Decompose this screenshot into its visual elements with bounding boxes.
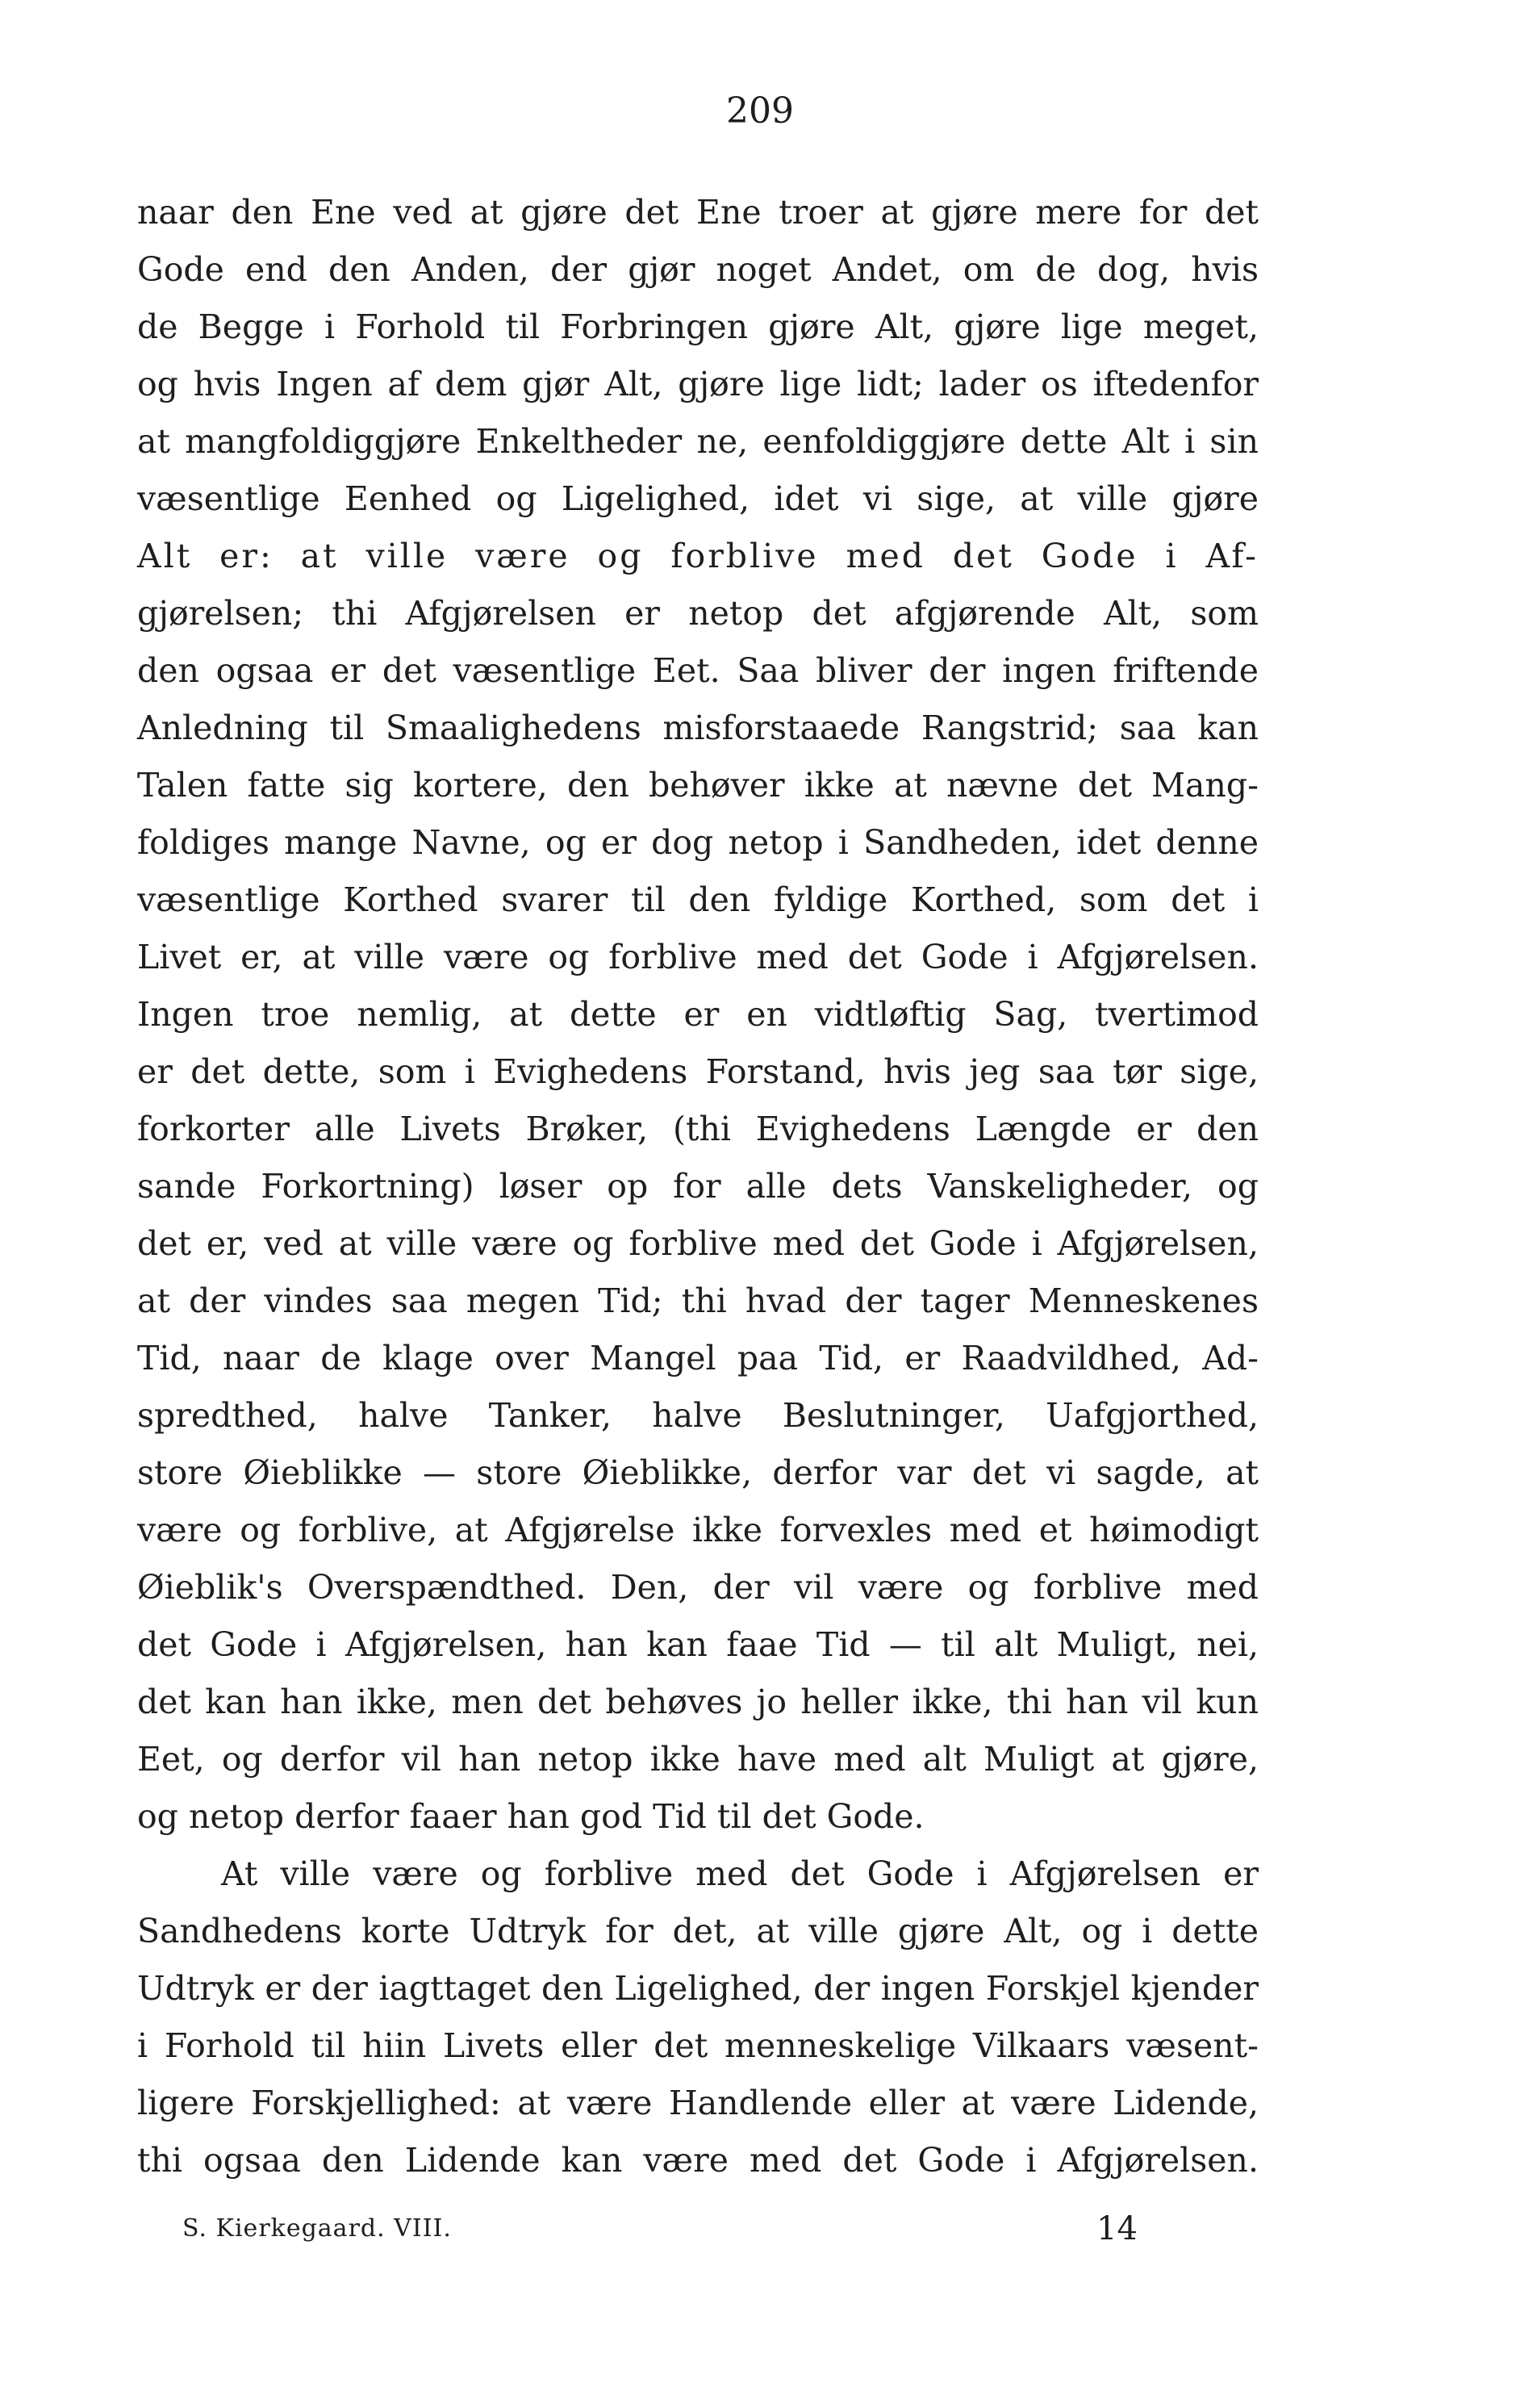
text-line: naar den Ene ved at gjøre det Ene troer at gjøre mere for det [137,193,1259,232]
page-footer [182,2205,1138,2253]
text-line: og hvis Ingen af dem gjør Alt, gjøre lige lidt; lader os iftedenfor [137,365,1259,403]
text-line: forkorter alle Livets Brøker, (thi Evighedens Længde er den [137,1110,1259,1148]
text-line: at mangfoldiggjøre Enkeltheder ne, eenfoldiggjøre dette Alt i sin [137,422,1259,461]
text-line: Øieblik's Overspændthed. Den, der vil være og forblive med [137,1568,1259,1607]
text-line: er det dette, som i Evighedens Forstand, hvis jeg saa tør sige, [137,1052,1259,1091]
text-line: Livet er, at ville være og forblive med det Gode i Afgjørelsen. [137,938,1259,976]
text-line: Gode end den Anden, der gjør noget Andet, om de dog, hvis [137,250,1259,289]
text-line: det er, ved at ville være og forblive med det Gode i Afgjørelsen, [137,1224,1259,1263]
text-line: ligere Forskjellighed: at være Handlende eller at være Lidende, [137,2084,1259,2122]
text-line: det kan han ikke, men det behøves jo heller ikke, thi han vil kun [137,1683,1259,1721]
text-line: det Gode i Afgjørelsen, han kan faae Tid — til alt Muligt, nei, [137,1625,1259,1664]
text-line: være og forblive, at Afgjørelse ikke forvexles med et høimodigt [137,1511,1259,1549]
text-line: og netop derfor faaer han god Tid til det Gode. [137,1797,925,1836]
text-line: Tid, naar de klage over Mangel paa Tid, er Raadvildhed, Ad- [137,1339,1259,1377]
text-line: Udtryk er der iagttaget den Ligelighed, der ingen Forskjel kjender [137,1969,1259,2008]
text-line: væsentlige Eenhed og Ligelighed, idet vi sige, at ville gjøre [137,479,1259,518]
text-line: Eet, og derfor vil han netop ikke have med alt Muligt at gjøre, [137,1740,1259,1779]
text-line: at der vindes saa megen Tid; thi hvad der tager Menneskenes [137,1281,1259,1320]
paragraph [137,184,1259,1846]
text-line: spredthed, halve Tanker, halve Beslutninger, Uafgjorthed, [137,1396,1259,1435]
body-text [137,184,1259,2189]
text-line: Ingen troe nemlig, at dette er en vidtløftig Sag, tvertimod [137,995,1259,1034]
text-line: sande Forkortning) løser op for alle dets Vanskeligheder, og [137,1167,1259,1206]
sheet-number: 14 [1096,2210,1138,2247]
text-line: Sandhedens korte Udtryk for det, at ville gjøre Alt, og i dette [137,1912,1259,1950]
text-line: At ville være og forblive med det Gode i Afgjørelsen er [221,1854,1259,1893]
paragraph [137,1846,1259,2189]
text-line: Alt er: at ville være og forblive med det Gode i Af- [137,537,1259,575]
text-line: Talen fatte sig kortere, den behøver ikke at nævne det Mang- [137,766,1259,805]
text-line: foldiges mange Navne, og er dog netop i Sandheden, idet denne [137,823,1259,862]
text-line: den ogsaa er det væsentlige Eet. Saa bliver der ingen friftende [137,651,1259,690]
text-line: i Forhold til hiin Livets eller det menneskelige Vilkaars væsent- [137,2026,1259,2065]
text-line: de Begge i Forhold til Forbringen gjøre Alt, gjøre lige meget, [137,307,1259,346]
text-line: Anledning til Smaalighedens misforstaaede Rangstrid; saa kan [137,709,1259,747]
text-line: thi ogsaa den Lidende kan være med det Gode i Afgjørelsen. [137,2141,1259,2180]
text-line: store Øieblikke — store Øieblikke, derfor var det vi sagde, at [137,1453,1259,1492]
text-line: gjørelsen; thi Afgjørelsen er netop det afgjørende Alt, som [137,594,1259,633]
signature-line: S. Kierkegaard. VIII. [182,2214,452,2243]
text-line: væsentlige Korthed svarer til den fyldige Korthed, som det i [137,880,1259,919]
page-number: 209 [726,90,794,132]
